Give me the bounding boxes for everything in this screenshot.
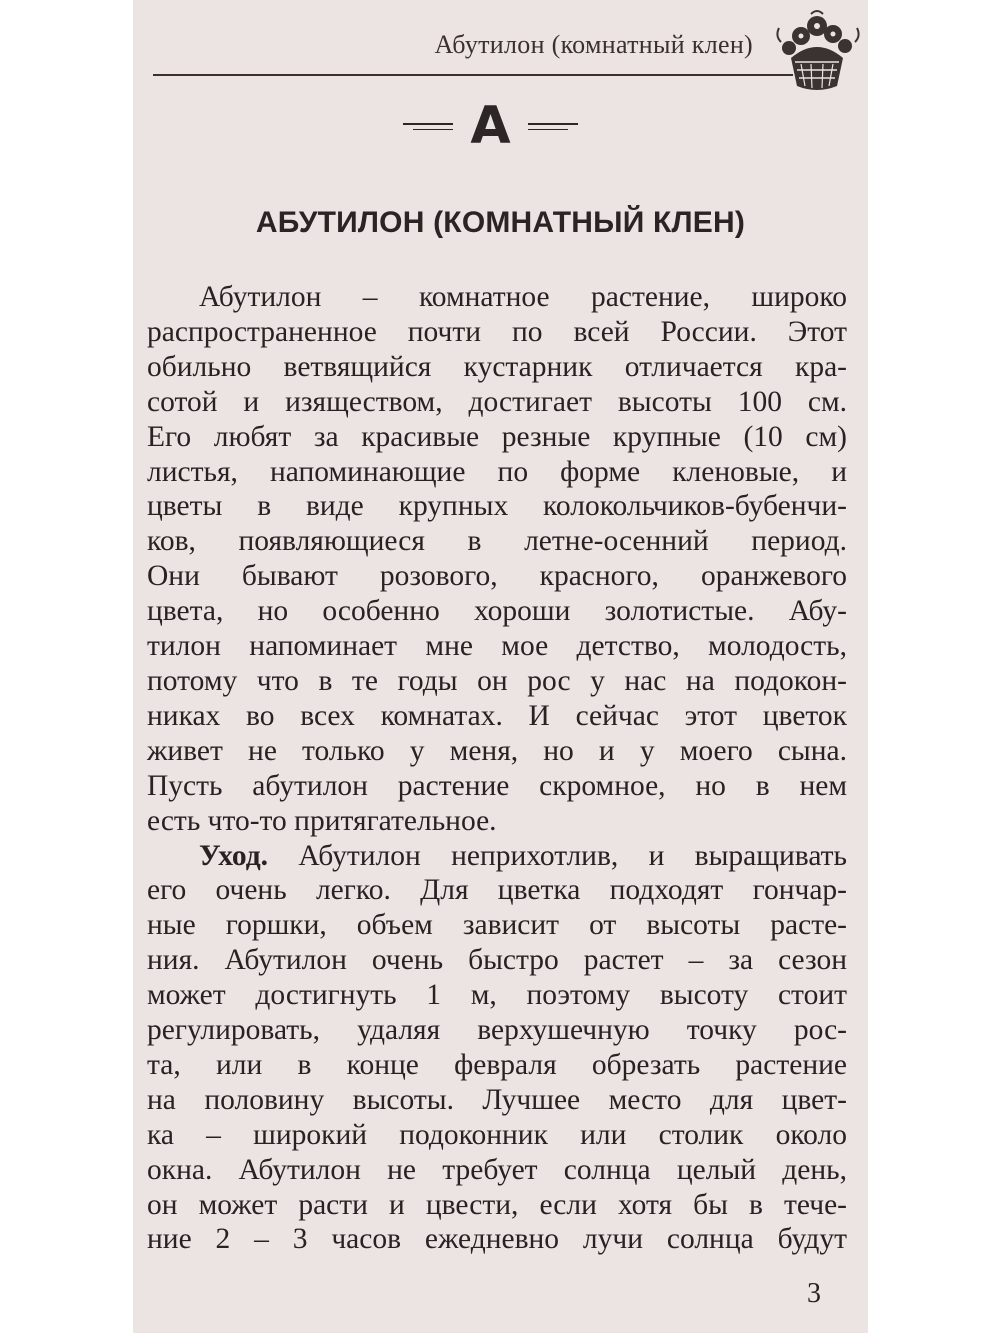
text-line: ные горшки, объем зависит от высоты расте- (147, 909, 847, 942)
text-line: листья, напоминающие по форме кленовые, и (147, 455, 847, 488)
text-line: ние 2 – 3 часов ежедневно лучи солнца будут (147, 1223, 847, 1256)
text-line: на половину высоты. Лучшее место для цвет- (147, 1083, 847, 1116)
text-line: ка – широкий подоконник или столик около (147, 1118, 847, 1151)
text-line: та, или в конце февраля обрезать растение (147, 1048, 847, 1081)
care-label: Уход. (199, 839, 269, 872)
running-header: Абутилон (комнатный клен) (434, 30, 753, 59)
text-line: регулировать, удаляя верхушечную точку рос- (147, 1014, 847, 1047)
care-first-line: Абутилон неприхотлив, и выращивать (268, 839, 847, 872)
text-line: распространенное почти по всей России. Этот (147, 315, 847, 348)
text-line: он может расти и цвести, если хотя бы в тече- (147, 1188, 847, 1221)
book-page (133, 0, 868, 1333)
text-line: сотой и изяществом, достигает высоты 100 см. (147, 385, 847, 418)
text-line: обильно ветвящийся кустарник отличается кра- (147, 350, 847, 383)
text-line: его очень легко. Для цветка подходят гончар- (147, 874, 847, 907)
text-line: Его любят за красивые резные крупные (10 см) (147, 420, 847, 453)
text-line: ния. Абутилон очень быстро растет – за сезон (147, 944, 847, 977)
care-paragraph-start (147, 839, 847, 874)
text-line: цвета, но особенно хороши золотистые. Абу- (147, 595, 847, 628)
section-letter-ornament (403, 96, 578, 156)
text-line: цветы в виде крупных колокольчиков-бубенчи- (147, 490, 847, 523)
text-line: Абутилон – комнатное растение, широко (199, 281, 847, 313)
text-line: ков, появляющиеся в летне-осенний период. (147, 525, 847, 558)
page-number: 3 (807, 1278, 821, 1309)
text-line: никах во всех комнатах. И сейчас этот цветок (147, 699, 847, 732)
text-line: тилон напоминает мне мое детство, молодость, (147, 630, 847, 663)
text-line: потому что в те годы он рос у нас на подокон- (147, 664, 847, 697)
text-line: живет не только у меня, но и у моего сына. (147, 734, 847, 767)
header-rule (153, 74, 793, 76)
text-line: Пусть абутилон растение скромное, но в нем (147, 769, 847, 802)
text-line: окна. Абутилон не требует солнца целый день, (147, 1153, 847, 1186)
text-line: есть что-то притягательное. (147, 804, 497, 837)
article-title: АБУТИЛОН (КОМНАТНЫЙ КЛЕН) (255, 206, 746, 239)
article-body (147, 280, 847, 1257)
section-letter: А (470, 96, 511, 156)
flower-basket-ornament-icon (771, 6, 863, 94)
text-line: может достигнуть 1 м, поэтому высоту стоит (147, 979, 847, 1012)
text-line: Они бывают розового, красного, оранжевого (147, 560, 847, 593)
